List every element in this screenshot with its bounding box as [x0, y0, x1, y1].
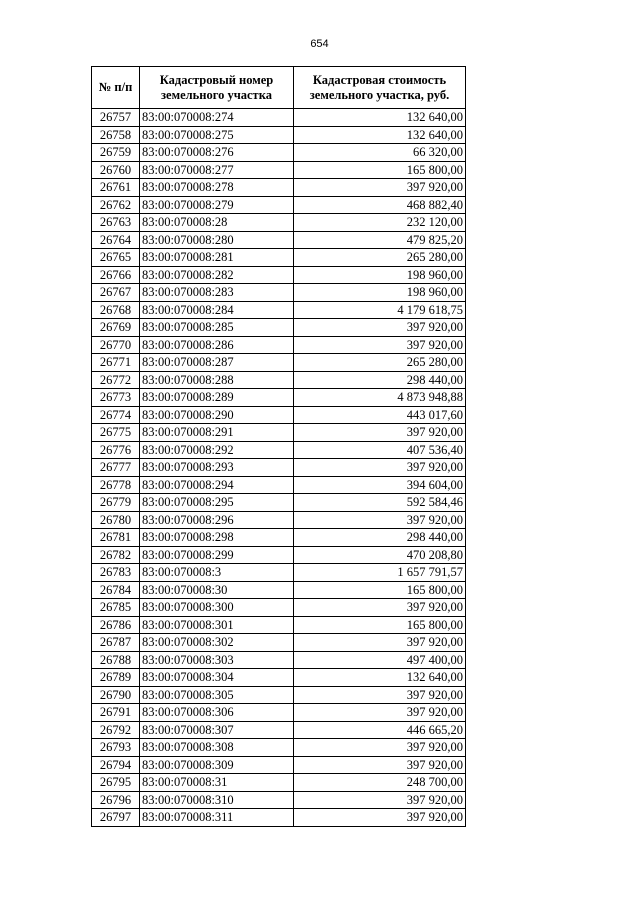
row-number-cell: 26777 — [92, 459, 140, 477]
table-row — [92, 109, 466, 127]
table-row — [92, 634, 466, 652]
header-cadastral-number: Кадастровый номер земельного участка — [140, 67, 294, 109]
cadastral-number-cell: 83:00:070008:284 — [140, 301, 294, 319]
table-row — [92, 686, 466, 704]
cadastral-number-cell: 83:00:070008:291 — [140, 424, 294, 442]
row-number-cell: 26770 — [92, 336, 140, 354]
cadastral-value-cell: 470 208,80 — [294, 546, 466, 564]
cadastral-number-cell: 83:00:070008:274 — [140, 109, 294, 127]
cadastral-value-cell: 468 882,40 — [294, 196, 466, 214]
cadastral-number-cell: 83:00:070008:285 — [140, 319, 294, 337]
cadastral-value-cell: 479 825,20 — [294, 231, 466, 249]
cadastral-value-cell: 232 120,00 — [294, 214, 466, 232]
cadastral-value-cell: 1 657 791,57 — [294, 564, 466, 582]
row-number-cell: 26781 — [92, 529, 140, 547]
cadastral-value-cell: 265 280,00 — [294, 249, 466, 267]
cadastral-number-cell: 83:00:070008:280 — [140, 231, 294, 249]
row-number-cell: 26787 — [92, 634, 140, 652]
cadastral-number-cell: 83:00:070008:30 — [140, 581, 294, 599]
cadastral-number-cell: 83:00:070008:28 — [140, 214, 294, 232]
cadastral-number-cell: 83:00:070008:302 — [140, 634, 294, 652]
cadastral-value-cell: 198 960,00 — [294, 284, 466, 302]
cadastral-number-cell: 83:00:070008:276 — [140, 144, 294, 162]
cadastral-value-cell: 397 920,00 — [294, 634, 466, 652]
table-row — [92, 581, 466, 599]
cadastral-number-cell: 83:00:070008:298 — [140, 529, 294, 547]
row-number-cell: 26776 — [92, 441, 140, 459]
cadastral-number-cell: 83:00:070008:309 — [140, 756, 294, 774]
row-number-cell: 26758 — [92, 126, 140, 144]
table-row — [92, 266, 466, 284]
cadastral-number-cell: 83:00:070008:275 — [140, 126, 294, 144]
table-row — [92, 494, 466, 512]
table-row — [92, 599, 466, 617]
row-number-cell: 26759 — [92, 144, 140, 162]
cadastral-number-cell: 83:00:070008:305 — [140, 686, 294, 704]
row-number-cell: 26792 — [92, 721, 140, 739]
cadastral-number-cell: 83:00:070008:303 — [140, 651, 294, 669]
table-row — [92, 249, 466, 267]
page-number: 654 — [310, 38, 329, 50]
row-number-cell: 26782 — [92, 546, 140, 564]
cadastral-number-cell: 83:00:070008:310 — [140, 791, 294, 809]
cadastral-number-cell: 83:00:070008:294 — [140, 476, 294, 494]
table-row — [92, 564, 466, 582]
cadastral-number-cell: 83:00:070008:286 — [140, 336, 294, 354]
row-number-cell: 26771 — [92, 354, 140, 372]
row-number-cell: 26763 — [92, 214, 140, 232]
cadastral-value-cell: 165 800,00 — [294, 616, 466, 634]
cadastral-number-cell: 83:00:070008:279 — [140, 196, 294, 214]
cadastral-number-cell: 83:00:070008:3 — [140, 564, 294, 582]
cadastral-value-cell: 132 640,00 — [294, 126, 466, 144]
header-cadastral-value: Кадастровая стоимость земельного участка, руб. — [294, 67, 466, 109]
cadastral-number-cell: 83:00:070008:307 — [140, 721, 294, 739]
table-row — [92, 511, 466, 529]
cadastral-value-cell: 66 320,00 — [294, 144, 466, 162]
row-number-cell: 26762 — [92, 196, 140, 214]
table-row — [92, 529, 466, 547]
cadastral-value-cell: 165 800,00 — [294, 581, 466, 599]
row-number-cell: 26764 — [92, 231, 140, 249]
table-row — [92, 231, 466, 249]
row-number-cell: 26778 — [92, 476, 140, 494]
table-row — [92, 546, 466, 564]
table-row — [92, 791, 466, 809]
cadastral-value-cell: 198 960,00 — [294, 266, 466, 284]
cadastral-value-cell: 592 584,46 — [294, 494, 466, 512]
row-number-cell: 26784 — [92, 581, 140, 599]
cadastral-number-cell: 83:00:070008:287 — [140, 354, 294, 372]
row-number-cell: 26768 — [92, 301, 140, 319]
cadastral-number-cell: 83:00:070008:277 — [140, 161, 294, 179]
cadastral-number-cell: 83:00:070008:311 — [140, 809, 294, 827]
table-row — [92, 424, 466, 442]
cadastral-number-cell: 83:00:070008:301 — [140, 616, 294, 634]
table-row — [92, 179, 466, 197]
row-number-cell: 26769 — [92, 319, 140, 337]
cadastral-value-cell: 298 440,00 — [294, 371, 466, 389]
table-row — [92, 441, 466, 459]
table-row — [92, 144, 466, 162]
table-row — [92, 319, 466, 337]
table-row — [92, 301, 466, 319]
cadastral-number-cell: 83:00:070008:278 — [140, 179, 294, 197]
cadastral-number-cell: 83:00:070008:304 — [140, 669, 294, 687]
row-number-cell: 26761 — [92, 179, 140, 197]
row-number-cell: 26783 — [92, 564, 140, 582]
row-number-cell: 26760 — [92, 161, 140, 179]
cadastral-number-cell: 83:00:070008:295 — [140, 494, 294, 512]
cadastral-number-cell: 83:00:070008:292 — [140, 441, 294, 459]
row-number-cell: 26790 — [92, 686, 140, 704]
table-row — [92, 406, 466, 424]
row-number-cell: 26774 — [92, 406, 140, 424]
table-header-row — [92, 67, 466, 109]
table-row — [92, 371, 466, 389]
table-row — [92, 284, 466, 302]
cadastral-value-cell: 397 920,00 — [294, 809, 466, 827]
table-row — [92, 354, 466, 372]
table-row — [92, 161, 466, 179]
cadastral-number-cell: 83:00:070008:31 — [140, 774, 294, 792]
cadastral-value-cell: 265 280,00 — [294, 354, 466, 372]
cadastral-number-cell: 83:00:070008:306 — [140, 704, 294, 722]
table-row — [92, 616, 466, 634]
table-row — [92, 126, 466, 144]
row-number-cell: 26765 — [92, 249, 140, 267]
table-row — [92, 651, 466, 669]
table-row — [92, 669, 466, 687]
cadastral-value-cell: 397 920,00 — [294, 704, 466, 722]
table-row — [92, 389, 466, 407]
table-row — [92, 809, 466, 827]
cadastral-number-cell: 83:00:070008:296 — [140, 511, 294, 529]
table-row — [92, 196, 466, 214]
row-number-cell: 26785 — [92, 599, 140, 617]
cadastral-number-cell: 83:00:070008:283 — [140, 284, 294, 302]
cadastral-value-cell: 394 604,00 — [294, 476, 466, 494]
cadastral-value-cell: 4 179 618,75 — [294, 301, 466, 319]
cadastral-number-cell: 83:00:070008:282 — [140, 266, 294, 284]
row-number-cell: 26797 — [92, 809, 140, 827]
table-row — [92, 739, 466, 757]
cadastral-value-cell: 397 920,00 — [294, 336, 466, 354]
table-row — [92, 214, 466, 232]
header-row-number: № п/п — [92, 67, 140, 109]
cadastral-value-cell: 248 700,00 — [294, 774, 466, 792]
cadastral-number-cell: 83:00:070008:299 — [140, 546, 294, 564]
row-number-cell: 26795 — [92, 774, 140, 792]
cadastral-value-cell: 397 920,00 — [294, 319, 466, 337]
cadastral-value-cell: 443 017,60 — [294, 406, 466, 424]
table-row — [92, 336, 466, 354]
row-number-cell: 26767 — [92, 284, 140, 302]
table-row — [92, 459, 466, 477]
cadastral-value-cell: 132 640,00 — [294, 669, 466, 687]
cadastral-value-cell: 397 920,00 — [294, 739, 466, 757]
cadastral-number-cell: 83:00:070008:289 — [140, 389, 294, 407]
cadastral-value-cell: 132 640,00 — [294, 109, 466, 127]
row-number-cell: 26773 — [92, 389, 140, 407]
row-number-cell: 26772 — [92, 371, 140, 389]
table-row — [92, 756, 466, 774]
row-number-cell: 26789 — [92, 669, 140, 687]
table-row — [92, 774, 466, 792]
cadastral-value-cell: 397 920,00 — [294, 599, 466, 617]
cadastral-value-cell: 298 440,00 — [294, 529, 466, 547]
cadastral-number-cell: 83:00:070008:308 — [140, 739, 294, 757]
cadastral-number-cell: 83:00:070008:300 — [140, 599, 294, 617]
row-number-cell: 26766 — [92, 266, 140, 284]
table-row — [92, 721, 466, 739]
cadastral-value-cell: 397 920,00 — [294, 791, 466, 809]
row-number-cell: 26780 — [92, 511, 140, 529]
cadastral-value-cell: 397 920,00 — [294, 511, 466, 529]
row-number-cell: 26775 — [92, 424, 140, 442]
cadastral-value-cell: 397 920,00 — [294, 756, 466, 774]
table-row — [92, 476, 466, 494]
cadastral-value-cell: 4 873 948,88 — [294, 389, 466, 407]
cadastral-value-cell: 397 920,00 — [294, 179, 466, 197]
row-number-cell: 26779 — [92, 494, 140, 512]
cadastral-table — [91, 66, 466, 827]
cadastral-value-cell: 397 920,00 — [294, 424, 466, 442]
cadastral-value-cell: 397 920,00 — [294, 459, 466, 477]
cadastral-number-cell: 83:00:070008:281 — [140, 249, 294, 267]
table-row — [92, 704, 466, 722]
cadastral-value-cell: 407 536,40 — [294, 441, 466, 459]
cadastral-value-cell: 497 400,00 — [294, 651, 466, 669]
row-number-cell: 26757 — [92, 109, 140, 127]
row-number-cell: 26794 — [92, 756, 140, 774]
cadastral-number-cell: 83:00:070008:290 — [140, 406, 294, 424]
row-number-cell: 26793 — [92, 739, 140, 757]
row-number-cell: 26788 — [92, 651, 140, 669]
row-number-cell: 26786 — [92, 616, 140, 634]
cadastral-value-cell: 446 665,20 — [294, 721, 466, 739]
cadastral-number-cell: 83:00:070008:293 — [140, 459, 294, 477]
cadastral-number-cell: 83:00:070008:288 — [140, 371, 294, 389]
cadastral-value-cell: 165 800,00 — [294, 161, 466, 179]
row-number-cell: 26791 — [92, 704, 140, 722]
cadastral-value-cell: 397 920,00 — [294, 686, 466, 704]
row-number-cell: 26796 — [92, 791, 140, 809]
